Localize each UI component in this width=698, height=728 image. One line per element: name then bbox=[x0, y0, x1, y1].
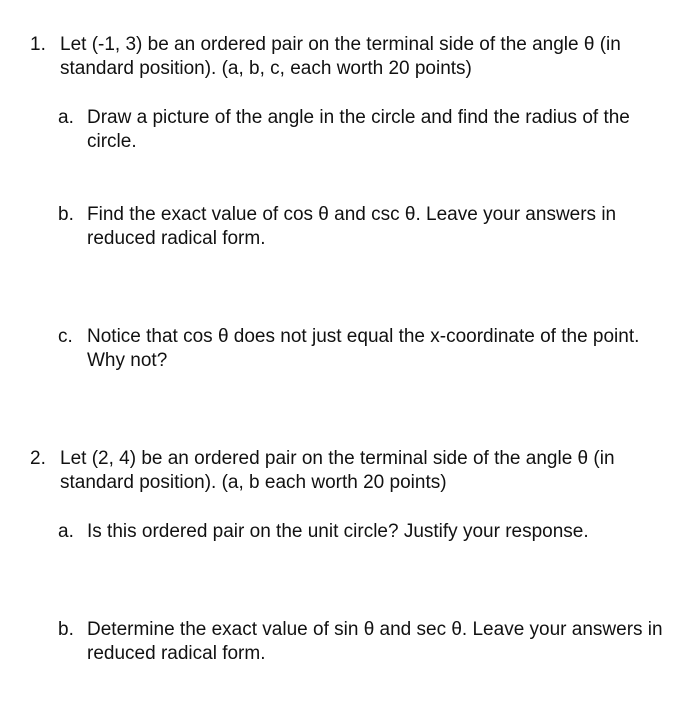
part-text: Is this ordered pair on the unit circle? Justify your response. bbox=[87, 521, 589, 542]
problem-text: Let (-1, 3) be an ordered pair on the terminal side of the angle θ (in standard position). (a, b, c, each worth 20 points) bbox=[60, 34, 621, 79]
part-text: Determine the exact value of sin θ and sec θ. Leave your answers in reduced radical form. bbox=[87, 619, 663, 664]
part-text: Draw a picture of the angle in the circle and find the radius of the circle. bbox=[87, 107, 630, 152]
part-letter: a. bbox=[58, 521, 74, 542]
part-letter: c. bbox=[58, 326, 73, 347]
problem-text: Let (2, 4) be an ordered pair on the terminal side of the angle θ (in standard position). (a, b each worth 20 points) bbox=[60, 448, 615, 493]
part-text: Find the exact value of cos θ and csc θ. Leave your answers in reduced radical form. bbox=[87, 204, 617, 249]
part-text: Notice that cos θ does not just equal the x-coordinate of the point. Why not? bbox=[87, 326, 640, 371]
problem-number: 2. bbox=[30, 448, 46, 469]
part-letter: b. bbox=[58, 619, 74, 640]
part-letter: b. bbox=[58, 204, 74, 225]
part-letter: a. bbox=[58, 107, 74, 128]
problem-number: 1. bbox=[30, 34, 46, 55]
